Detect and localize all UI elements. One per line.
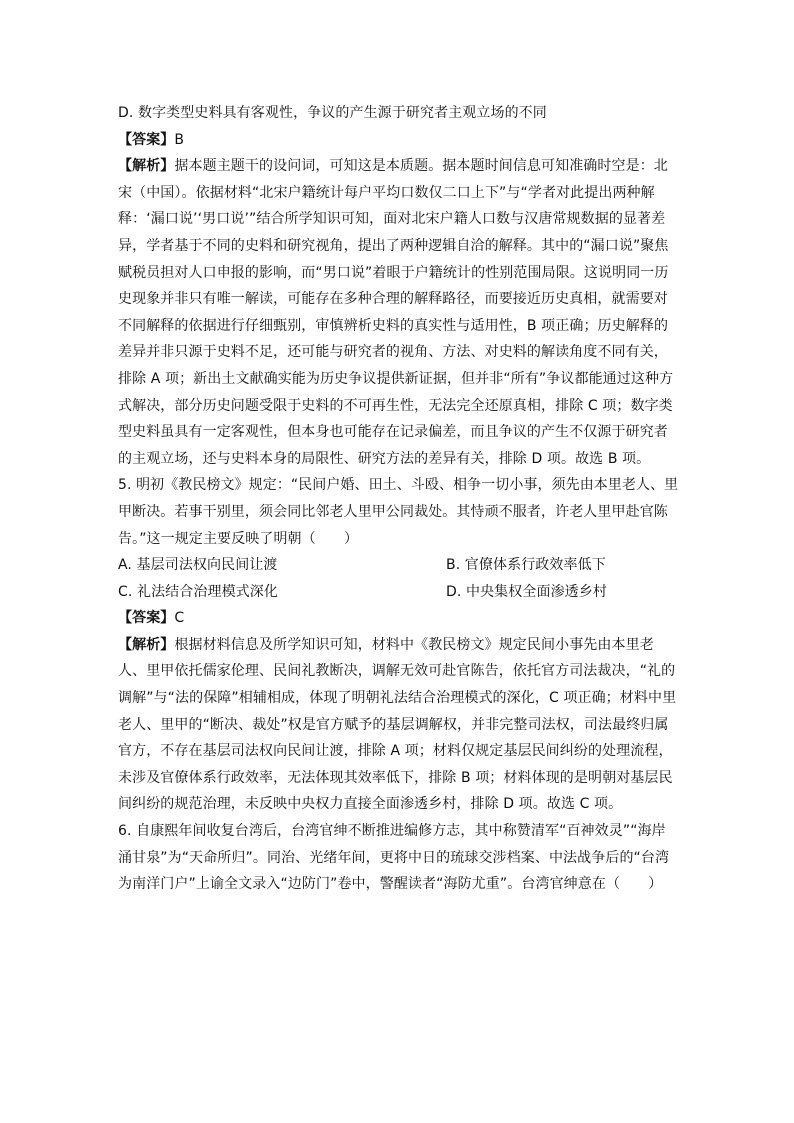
q6-stem-line: 涌甘泉”为“天命所归”。同治、光绪年间，更将中日的琉球交涉档案、中法战争后的“台湾 (118, 849, 670, 866)
q5-analysis-line: 调解”与“法的保障”相辅相成，体现了明朝礼法结合治理模式的深化，C 项正确；材料中里 (118, 690, 677, 707)
q5-option-c: C. 礼法结合治理模式深化 (118, 583, 278, 600)
prev-analysis-line: 的主观立场，还与史料本身的局限性、研究方法的差异有关，排除 D 项。故选 B 项。 (118, 450, 651, 467)
q5-options-row (118, 579, 678, 606)
answer-value: C (174, 610, 185, 627)
q5-analysis-line: 老人、里甲的“断决、裁处”权是官方赋予的基层调解权，并非完整司法权，司法最终归属 (118, 716, 669, 733)
prev-analysis-line: 不同解释的依据进行仔细甄别，审慎辨析史料的真实性与适用性，B 项正确；历史解释的 (118, 317, 669, 334)
prev-analysis-line: 【解析】据本题主题干的设问词，可知这是本质题。据本题时间信息可知准确时空是：北 (118, 158, 668, 175)
q5-analysis-line: 人、里甲依托儒家伦理、民间礼教断决，调解无效可赴官陈告，依托官方司法裁决，“礼的 (118, 663, 676, 680)
answer-tag: 【答案】 (118, 131, 175, 148)
prev-analysis-line: 差异并非只源于史料不足，还可能与研究者的视角、方法、对史料的解读角度不同有关， (118, 344, 668, 361)
q5-option-b: B. 官僚体系行政效率低下 (446, 557, 606, 574)
q5-options-row (118, 552, 678, 579)
answer-tag: 【答案】 (118, 610, 175, 627)
prev-analysis-line: 史现象并非只有唯一解读，可能存在多种合理的解释路径，而要接近历史真相，就需要对 (118, 291, 668, 308)
q5-option-d: D. 中央集权全面渗透乡村 (446, 583, 607, 600)
prev-analysis-line: 式解决，部分历史问题受限于史料的不可再生性，无法完全还原真相，排除 C 项；数字类 (118, 397, 673, 414)
answer-value: B (174, 131, 185, 148)
prev-answer (118, 127, 678, 154)
analysis-tag: 【解析】 (118, 158, 175, 175)
prev-analysis-line: 异，学者基于不同的史料和研究视角，提出了两种逻辑自洽的解释。其中的“漏口说”聚焦 (118, 237, 669, 254)
prev-analysis-line: 释：‘漏口说’‘男口说’”结合所学知识可知，面对北宋户籍人口数与汉唐常规数据的显著差 (118, 211, 666, 228)
document-content (118, 100, 678, 898)
prev-analysis-line: 赋税员担对人口申报的影响，而“男口说”着眼于户籍统计的性别范围局限。这说明同一历 (118, 264, 669, 281)
q5-option-a: A. 基层司法权向民间让渡 (118, 557, 278, 574)
q5-answer (118, 605, 678, 632)
q6-stem-line: 6. 自康熙年间收复台湾后，台湾官绅不断推进编修方志，其中称赞清军“百神效灵”“海岸 (118, 823, 666, 840)
q5-stem-line: 5. 明初《教民榜文》规定：“民间户婚、田土、斗殴、相争一切小事，须先由本里老人、里 (118, 477, 679, 494)
q5-analysis-line: 【解析】根据材料信息及所学知识可知，材料中《教民榜文》规定民间小事先由本里老 (118, 636, 654, 653)
q5-analysis-line: 官方，不存在基层司法权向民间让渡，排除 A 项；材料仅规定基层民间纠纷的处理流程， (118, 743, 673, 760)
prev-analysis-line: 排除 A 项；新出土文献确实能为历史争议提供新证据，但并非“所有”争议都能通过这种方 (118, 370, 674, 387)
prev-option-d: D. 数字类型史料具有客观性，争议的产生源于研究者主观立场的不同 (118, 105, 547, 121)
q5-stem-line: 告。”这一规定主要反映了明朝（ ） (118, 530, 359, 547)
q5-stem-line: 甲断决。若事干别里，须会同比邻老人里甲公同裁处。其恃顽不服者，许老人里甲赴官陈 (118, 503, 668, 520)
q5-analysis-line: 未涉及官僚体系行政效率，无法体现其效率低下，排除 B 项；材料体现的是明朝对基层民 (118, 769, 673, 786)
q5-analysis-line: 间纠纷的规范治理，未反映中央权力直接全面渗透乡村，排除 D 项。故选 C 项。 (118, 796, 623, 813)
analysis-tag: 【解析】 (118, 636, 175, 653)
prev-analysis-line: 型史料虽具有一定客观性，但本身也可能存在记录偏差，而且争议的产生不仅源于研究者 (118, 424, 668, 441)
prev-analysis-line: 宋（中国）。依据材料“北宋户籍统计每户平均口数仅二口上下”与“学者对此提出两种解 (118, 184, 655, 201)
q6-stem-line: 为南洋门户”上谕全文录入“边防门”卷中，警醒读者“海防尤重”。台湾官绅意在（ ） (118, 876, 663, 893)
